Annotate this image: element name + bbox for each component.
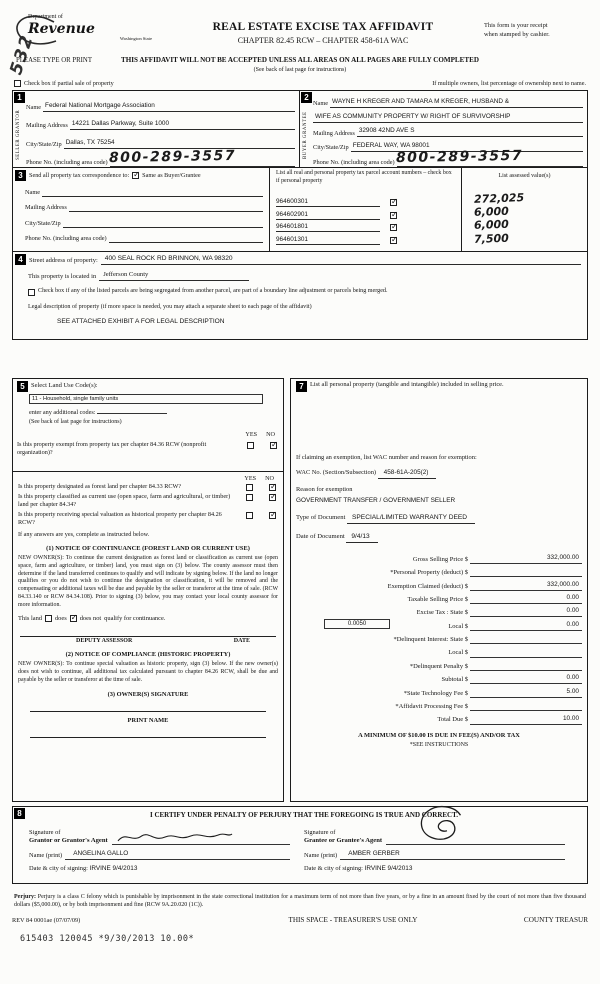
does-label: does	[54, 614, 67, 622]
this-land-label: This land	[18, 614, 42, 622]
current-use-no-checkbox[interactable]	[269, 494, 276, 501]
owners-signature-title: (3) OWNER(S) SIGNATURE	[107, 690, 189, 698]
deputy-assessor-label: DEPUTY ASSESSOR	[76, 637, 133, 644]
parcel-personal-property-checkbox[interactable]	[390, 212, 397, 219]
parcel-row	[276, 220, 455, 233]
exemption-intro: If claiming an exemption, list WAC number and reason for exemption:	[296, 454, 477, 461]
money-lines	[296, 550, 582, 724]
parcel-row	[276, 207, 455, 220]
seller-city-state-zip-label: City/State/Zip	[26, 140, 62, 148]
legal-description-label: Legal description of property (if more space is needed, you may attach a separate sheet to each page of the affidavit)	[28, 303, 312, 310]
personal-property-deduct-row: *Personal Property (deduct) $	[296, 564, 582, 577]
assessed-values-block	[461, 168, 587, 251]
section5-number-badge: 5	[17, 381, 28, 392]
tax-correspondence-section	[12, 168, 588, 252]
logo-dept-line: Department of	[28, 14, 63, 20]
signatures-section	[12, 806, 588, 884]
grantee-date-city-label: Date & city of signing:	[304, 864, 363, 872]
corr-phone-field[interactable]	[109, 241, 263, 243]
reason-for-exemption-value[interactable]: GOVERNMENT TRANSFER / GOVERNMENT SELLER	[296, 497, 456, 504]
gross-selling-price-row: Gross Selling Price $ 332,000.00	[296, 550, 582, 563]
assessed-value-handwritten: 7,500	[473, 231, 510, 246]
local-rate-box: 0.0050	[324, 619, 390, 629]
buyer-phone-label: Phone No. (including area code)	[313, 159, 395, 167]
assessed-value-row	[466, 232, 583, 245]
title-block	[162, 12, 484, 46]
reason-for-exemption-label: Reason for exemption	[296, 486, 353, 493]
personal-property-deduct-value[interactable]	[470, 575, 582, 577]
state-technology-fee-value[interactable]: 5.00	[470, 688, 582, 698]
assessed-values-header: List assessed value(s)	[498, 173, 551, 179]
treasurer-receipt-stamp: 615403 120045 *9/30/2013 10.00*	[20, 934, 195, 945]
delinquent-penalty-row: *Delinquent Penalty $	[296, 658, 582, 671]
continuance-section	[12, 472, 284, 802]
historic-no-checkbox[interactable]	[269, 512, 276, 519]
does-qualify-checkbox[interactable]	[45, 615, 52, 622]
land-use-label: Select Land Use Code(s):	[31, 382, 98, 390]
grantee-name-field[interactable]: AMBER GERBER	[340, 850, 565, 860]
delinquent-interest-local-value[interactable]	[470, 656, 582, 658]
parcel-personal-property-checkbox[interactable]	[390, 199, 397, 206]
exemption-claimed-value[interactable]: 332,000.00	[470, 581, 582, 591]
historic-yes-checkbox[interactable]	[246, 512, 253, 519]
buyer-city-state-zip-field[interactable]: FEDERAL WAY, WA 98001	[351, 142, 583, 152]
seller-address-label: Mailing Address	[26, 122, 68, 130]
form-content	[12, 12, 588, 945]
partial-sale-row	[14, 79, 586, 88]
assessed-value-handwritten: 272,025	[473, 191, 525, 206]
type-of-document-field[interactable]: SPECIAL/LIMITED WARRANTY DEED	[347, 514, 475, 524]
corr-name-field[interactable]	[42, 195, 263, 197]
form-header-row2	[12, 56, 588, 78]
state-technology-fee-row: *State Technology Fee $ 5.00	[296, 684, 582, 697]
minimum-fee-note: A MINIMUM OF $10.00 IS DUE IN FEE(S) AND/OR TAX	[358, 731, 520, 739]
does-not-qualify-checkbox[interactable]	[70, 615, 77, 622]
parcel-row	[276, 194, 455, 207]
street-address-label: Street address of property:	[29, 256, 98, 264]
additional-codes-field[interactable]	[97, 408, 167, 414]
section2-number-badge: 2	[301, 92, 312, 103]
grantee-signature-of-label: Signature of	[304, 828, 336, 836]
grantee-signature-block	[304, 827, 579, 873]
tax-computation-section	[290, 378, 588, 802]
section4-number-badge: 4	[15, 254, 26, 265]
wac-number-label: WAC No. (Section/Subsection)	[296, 469, 377, 476]
street-address-field[interactable]: 400 SEAL ROCK RD BRINNON, WA 98320	[101, 255, 581, 265]
buyer-grantee-box	[300, 90, 588, 168]
taxable-selling-price-row: Taxable Selling Price $ 0.00	[296, 591, 582, 604]
assessed-value-handwritten: 6,000	[473, 218, 510, 233]
affidavit-processing-fee-value[interactable]	[470, 709, 582, 711]
qualify-row	[18, 615, 278, 623]
grantee-signature-field[interactable]	[386, 827, 565, 845]
subtotal-row: Subtotal $ 0.00	[296, 671, 582, 684]
parcel-number-field[interactable]: 964600301	[276, 198, 380, 207]
parcel-number-field[interactable]: 964601801	[276, 223, 380, 232]
perjury-label: Perjury:	[14, 894, 36, 900]
delinquent-penalty-value[interactable]	[470, 669, 582, 671]
grantee-agent-label: Grantee or Grantee's Agent	[304, 836, 383, 844]
exempt-yes-checkbox[interactable]	[247, 442, 254, 449]
parcel-numbers-block	[269, 168, 461, 251]
correspondence-block	[13, 168, 269, 251]
print-name-line[interactable]	[30, 725, 266, 738]
see-back-note-s5: (See back of last page for instructions)	[29, 418, 122, 425]
yes-header: YES	[245, 431, 258, 439]
certify-statement: I CERTIFY UNDER PENALTY OF PERJURY THAT THE FOREGOING IS TRUE AND CORRECT.	[149, 811, 458, 819]
warning-line: THIS AFFIDAVIT WILL NOT BE ACCEPTED UNLESS ALL AREAS ON ALL PAGES ARE FULLY COMPLETED	[121, 56, 479, 64]
perjury-text: Perjury is a class C felony which is punishable by imprisonment in the state correctional institution for a maximum term of not more than five years, or by a fine in an amount fixed by the court of not more than five thousand dollars ($5,000.00), or by both imprisonment and fine (RCW 9A.20.020 (1C)).	[14, 894, 587, 909]
notice-compliance-title: (2) NOTICE OF COMPLIANCE (HISTORIC PROPERTY)	[65, 651, 231, 659]
seller-address-field[interactable]: 14221 Dallas Parkway, Suite 1000	[70, 120, 295, 130]
partial-sale-checkbox[interactable]	[14, 80, 21, 87]
notice-compliance-body: NEW OWNER(S): To continue special valuation as historic property, sign (3) below. If the new owner(s) does not wish to continue, all additional tax calculated pursuant to chapter 84.26 RCW, shall be due and payable by the seller or transferor at the time of sale.	[18, 661, 278, 683]
print-name-label: PRINT NAME	[127, 716, 169, 724]
parcel-row	[276, 232, 455, 245]
no-header: NO	[266, 431, 275, 439]
land-use-section	[12, 378, 284, 472]
wac-number-field[interactable]: 458-61A-205(2)	[378, 469, 437, 479]
affidavit-processing-fee-row: *Affidavit Processing Fee $	[296, 698, 582, 711]
seller-phone-label: Phone No. (including area code)	[26, 159, 108, 167]
same-as-buyer-checkbox[interactable]	[132, 172, 139, 179]
delinquent-interest-state-row: *Delinquent Interest: State $	[296, 631, 582, 644]
buyer-phone-handwritten: 800-289-3557	[395, 147, 524, 166]
county-field[interactable]: Jefferson County	[99, 271, 249, 281]
partial-sale-label: Check box if partial sale of property	[24, 79, 114, 87]
additional-codes-label: enter any additional codes:	[29, 409, 96, 416]
parcel-numbers-header: List all real and personal property tax parcel account numbers – check box if personal property	[276, 170, 452, 184]
left-column	[12, 378, 284, 802]
notice-continuance-title: (1) NOTICE OF CONTINUANCE (FOREST LAND OR CURRENT USE)	[46, 544, 250, 552]
form-header	[12, 12, 588, 56]
grantor-signature-of-label: Signature of	[29, 828, 61, 836]
receipt-note	[484, 12, 588, 40]
treasurer-use-only-label: THIS SPACE - TREASURER'S USE ONLY	[288, 916, 418, 925]
parties-section	[12, 90, 588, 168]
grantee-date-city-value[interactable]: IRVINE 9/4/2013	[364, 864, 413, 872]
subtotal-value[interactable]: 0.00	[470, 674, 582, 684]
forest-yes-checkbox[interactable]	[246, 484, 253, 491]
no-header: NO	[265, 475, 274, 482]
form-title: REAL ESTATE EXCISE TAX AFFIDAVIT	[212, 21, 434, 33]
grantor-agent-label: Grantor or Grantor's Agent	[29, 836, 108, 844]
dept-of-revenue-logo	[12, 12, 162, 52]
buyer-name-field-line1[interactable]: WAYNE H KREGER AND TAMARA M KREGER, HUSBAND &	[330, 98, 583, 108]
corr-address-field[interactable]	[69, 210, 263, 212]
property-location-section	[12, 252, 588, 340]
section1-number-badge: 1	[14, 92, 25, 103]
buyer-name-label: Name	[313, 99, 329, 107]
segregated-parcels-label: Check box if any of the listed parcels are being segregated from another parcel, are part of a boundary line adjustment or parcels being merged.	[38, 288, 388, 295]
legal-description-value: SEE ATTACHED EXHIBIT A FOR LEGAL DESCRIPTION	[57, 318, 225, 326]
date-of-document-field[interactable]: 9/4/13	[346, 533, 377, 543]
corr-phone-label: Phone No. (including area code)	[25, 235, 107, 243]
perjury-paragraph	[12, 893, 588, 909]
rev-form-code: REV 84 0001ae (07/07/09)	[12, 916, 81, 924]
grantor-signature-block	[29, 827, 304, 873]
deputy-assessor-signature-line[interactable]	[20, 625, 276, 637]
form-chapter-line: CHAPTER 82.45 RCW – CHAPTER 458-61A WAC	[237, 36, 409, 46]
excise-tax-local-row: 0.0050 Local $ 0.00	[296, 617, 582, 630]
parcel-personal-property-checkbox[interactable]	[390, 237, 397, 244]
grantor-date-city-label: Date & city of signing:	[29, 864, 88, 872]
seller-grantor-box	[12, 90, 300, 168]
county-treasurer-label: COUNTY TREASUR	[523, 916, 588, 925]
section8-number-badge: 8	[14, 808, 25, 819]
land-use-code-field[interactable]: 11 - Household, single family units	[29, 394, 263, 404]
current-use-question: Is this property classified as current use (open space, farm and agricultural, or timber) land per chapter 84.34?	[18, 492, 231, 508]
date-label: DATE	[233, 637, 250, 644]
parcel-number-field[interactable]: 964602901	[276, 211, 380, 220]
section7-number-badge: 7	[296, 381, 307, 392]
handwritten-corner-note: 532	[6, 31, 39, 78]
revenue-swoosh-icon	[12, 14, 60, 48]
deputy-assessor-labels	[18, 638, 278, 646]
if-yes-note: If any answers are yes, complete as instructed below.	[18, 531, 150, 539]
corr-address-label: Mailing Address	[25, 204, 67, 212]
segregated-parcels-checkbox[interactable]	[28, 289, 35, 296]
grantee-signature-scribble	[416, 803, 474, 843]
buyer-address-label: Mailing Address	[313, 129, 355, 137]
qualify-label: qualify for continuance.	[104, 614, 166, 622]
personal-property-blank-area[interactable]	[296, 392, 582, 454]
total-due-row: Total Due $ 10.00	[296, 711, 582, 724]
multiple-owners-note: If multiple owners, list percentage of ownership next to name.	[432, 79, 586, 87]
grantee-name-print-label: Name (print)	[304, 851, 338, 859]
excise-tax-state-row: Excise Tax : State $ 0.00	[296, 604, 582, 617]
seller-grantor-side-label: SELLER GRANTOR	[15, 109, 21, 161]
gross-selling-price-value[interactable]: 332,000.00	[470, 554, 582, 564]
seller-phone-handwritten: 800-289-3557	[108, 147, 237, 166]
seller-city-state-zip-field[interactable]: Dallas, TX 75254	[64, 139, 295, 149]
excise-tax-state-value[interactable]: 0.00	[470, 607, 582, 617]
seller-name-label: Name	[26, 103, 42, 111]
parcel-number-field[interactable]: 964601301	[276, 236, 380, 245]
date-of-document-label: Date of Document	[296, 533, 345, 541]
delinquent-interest-local-row: Local $	[296, 644, 582, 657]
section3-number-badge: 3	[15, 170, 26, 181]
send-correspondence-label: Send all property tax correspondence to:	[29, 171, 130, 179]
exemption-claimed-row: Exemption Claimed (deduct) $ 332,000.00	[296, 577, 582, 590]
logo-revenue-line: Revenue	[28, 20, 95, 37]
type-of-document-label: Type of Document	[296, 514, 346, 521]
grantor-signature-field[interactable]	[112, 827, 290, 845]
forest-no-checkbox[interactable]	[269, 484, 276, 491]
see-instructions-note: *SEE INSTRUCTIONS	[409, 741, 469, 748]
buyer-name-field-line2[interactable]: WIFE AS COMMUNITY PROPERTY W/ RIGHT OF SURVIVORSHIP	[313, 113, 583, 123]
notice-continuance-body: NEW OWNER(S): To continue the current designation as forest land or classification as current use (open space, farm and agriculture, or timber) land, you must sign on (3) below. The county assessor must then determine if the land transferred continues to qualify and will indicate by signing below. If the land no longer qualifies or you do not wish to continue the designation or classification, it will be removed and the compensating or additional taxes will be due and payable by the seller or transferor at the time of sale. (RCW 84.33.140 or RCW 84.34.108). Prior to signing (3) below, you may contact your local county assessor for more information.	[18, 554, 278, 608]
owners-signature-line[interactable]	[30, 699, 266, 712]
please-type-note: PLEASE TYPE OR PRINT	[16, 57, 92, 64]
buyer-city-state-zip-label: City/State/Zip	[313, 144, 349, 152]
taxable-selling-price-value[interactable]: 0.00	[470, 594, 582, 604]
footer-row	[12, 916, 588, 925]
see-back-note: (See back of last page for instructions)	[253, 66, 347, 73]
corr-city-state-zip-field[interactable]	[63, 226, 263, 228]
personal-property-label: List all personal property (tangible and intangible) included in selling price.	[310, 381, 504, 388]
corr-city-state-zip-label: City/State/Zip	[25, 219, 61, 227]
seller-name-field[interactable]: Federal National Mortgage Association	[43, 102, 295, 112]
excise-tax-local-value[interactable]: 0.00	[470, 621, 582, 631]
yes-header: YES	[244, 475, 257, 482]
corr-name-label: Name	[25, 188, 41, 196]
located-in-label: This property is located in	[28, 273, 97, 281]
grantor-date-city-value[interactable]: IRVINE 9/4/2013	[89, 864, 138, 872]
delinquent-interest-state-value[interactable]	[470, 642, 582, 644]
grantor-signature-scribble	[116, 828, 234, 846]
parcel-personal-property-checkbox[interactable]	[390, 224, 397, 231]
does-not-label: does not	[79, 614, 102, 622]
historic-question: Is this property receiving special valuation as historical property per chapter 84.26 RCW?	[18, 510, 222, 526]
blank-gap	[12, 340, 588, 378]
grantor-name-field[interactable]: ANGELINA GALLO	[65, 850, 290, 860]
same-as-buyer-label: Same as Buyer/Grantee	[142, 171, 201, 179]
exempt-question: Is this property exempt from property tax per chapter 84.36 RCW (nonprofit organization)?	[17, 441, 207, 457]
logo-state-line: Washington State	[119, 36, 152, 42]
grantor-name-print-label: Name (print)	[29, 851, 63, 859]
main-columns	[12, 378, 588, 802]
buyer-grantee-side-label: BUYER GRANTEE	[302, 111, 308, 159]
total-due-value[interactable]: 10.00	[470, 715, 582, 725]
receipt-note-line2: when stamped by cashier.	[484, 30, 550, 38]
exempt-no-checkbox[interactable]	[270, 442, 277, 449]
assessed-value-handwritten: 6,000	[473, 204, 510, 220]
receipt-note-line1: This form is your receipt	[484, 22, 548, 29]
buyer-address-field[interactable]: 32908 42ND AVE S	[357, 127, 583, 137]
forest-land-question: Is this property designated as forest land per chapter 84.33 RCW?	[18, 482, 182, 490]
current-use-yes-checkbox[interactable]	[246, 494, 253, 501]
assessed-value-row	[466, 218, 583, 231]
